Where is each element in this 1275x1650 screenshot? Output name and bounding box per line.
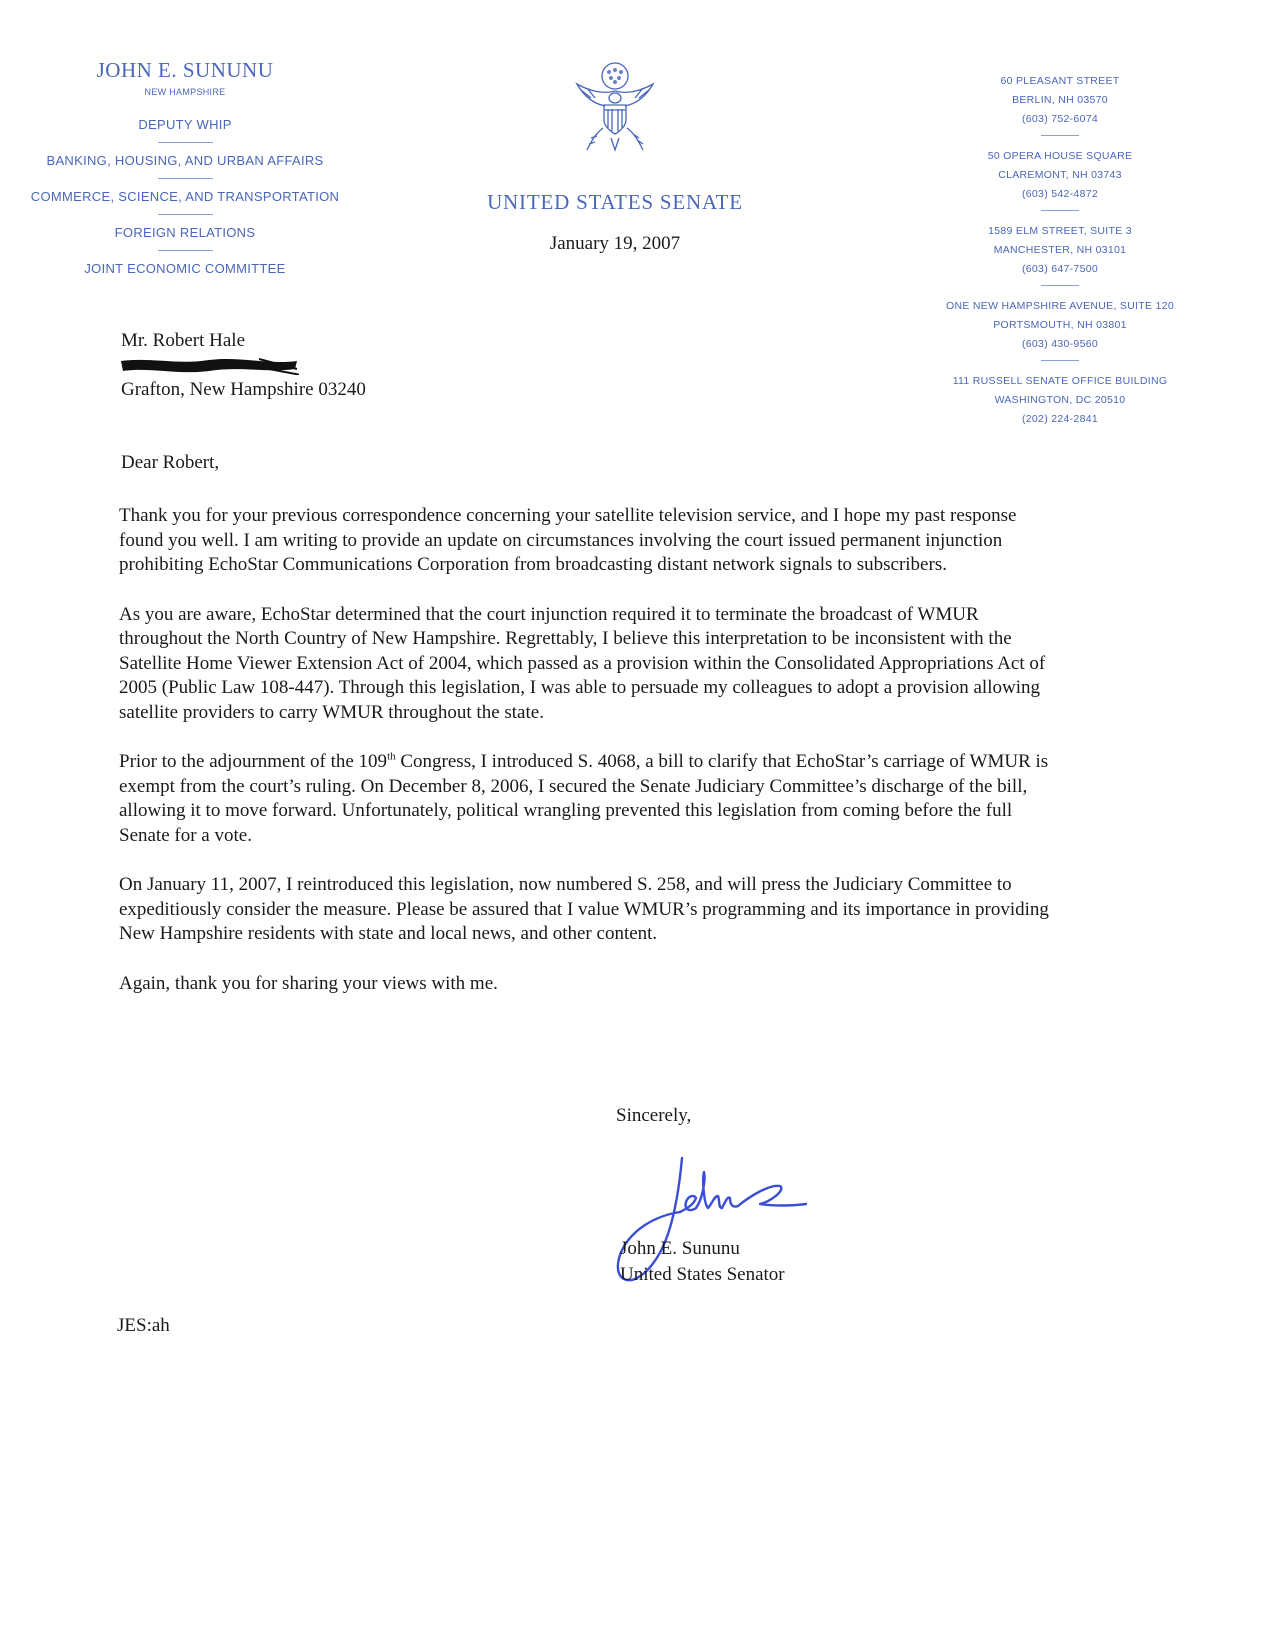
letter-date: January 19, 2007 (549, 233, 681, 254)
body-paragraph: Again, thank you for sharing your views with me. (119, 972, 498, 994)
office-city: WASHINGTON, DC 20510 (994, 394, 1126, 406)
office-street: 111 RUSSELL SENATE OFFICE BUILDING (952, 375, 1168, 387)
signer-name: John E. Sununu (620, 1238, 740, 1259)
signature-block (620, 1236, 785, 1288)
office-city: MANCHESTER, NH 03101 (993, 244, 1127, 256)
office-street: 60 PLEASANT STREET (1000, 75, 1120, 87)
office-addresses (925, 72, 1195, 429)
office-washington (925, 372, 1195, 429)
typist-initials: JES:ah (117, 1315, 170, 1336)
divider (1041, 360, 1079, 361)
committee-foreign-relations: FOREIGN RELATIONS (114, 225, 256, 240)
recipient-name: Mr. Robert Hale (121, 330, 246, 351)
divider (158, 214, 213, 215)
office-street: 50 OPERA HOUSE SQUARE (987, 150, 1133, 162)
body-paragraph: Thank you for your previous correspondence concerning your satellite television service, and I hope my past response found you well. I am writing to provide an update on circumstances involving the court issued permanent injunction prohibiting EchoStar Communications Corporation from broadcasting distant network signals to subscribers. (119, 505, 1017, 575)
senator-state: NEW HAMPSHIRE (144, 87, 226, 97)
committee-commerce: COMMERCE, SCIENCE, AND TRANSPORTATION (30, 189, 340, 204)
recipient-city-line: Grafton, New Hampshire 03240 (121, 379, 366, 400)
office-city: CLAREMONT, NH 03743 (998, 169, 1122, 181)
office-phone: (603) 430-9560 (1021, 338, 1098, 350)
divider (158, 250, 213, 251)
office-phone: (603) 647-7500 (1021, 263, 1098, 275)
office-street: ONE NEW HAMPSHIRE AVENUE, SUITE 120 (946, 300, 1174, 312)
committee-banking: BANKING, HOUSING, AND URBAN AFFAIRS (46, 153, 324, 168)
divider (1041, 135, 1079, 136)
body-paragraph (119, 750, 1059, 848)
office-berlin (925, 72, 1195, 129)
office-phone: (202) 224-2841 (1021, 413, 1098, 425)
recipient-address (121, 328, 366, 402)
senate-title: UNITED STATES SENATE (487, 190, 743, 214)
letterhead-left (20, 58, 350, 277)
letter-body (119, 504, 1059, 1021)
committee-joint-economic: JOINT ECONOMIC COMMITTEE (84, 261, 286, 276)
signer-title: United States Senator (620, 1264, 785, 1285)
redaction-mark (119, 355, 299, 375)
office-city: BERLIN, NH 03570 (1012, 94, 1108, 106)
senator-name: JOHN E. SUNUNU (96, 58, 274, 82)
closing: Sincerely, (616, 1105, 692, 1126)
office-portsmouth (925, 297, 1195, 354)
senate-seal-icon (567, 58, 663, 158)
office-phone: (603) 542-4872 (1021, 188, 1098, 200)
office-manchester (925, 222, 1195, 279)
paragraph-text: Prior to the adjournment of the 109 (119, 751, 388, 772)
office-street: 1589 ELM STREET, SUITE 3 (988, 225, 1132, 237)
divider (158, 142, 213, 143)
body-paragraph: As you are aware, EchoStar determined that the court injunction required it to terminate the broadcast of WMUR throughout the North Country of New Hampshire. Regrettably, I believe this interpretation to be inconsistent with the Satellite Home Viewer Extension Act of 2004, which passed as a provision within the Consolidated Appropriations Act of 2005 (Public Law 108-447). Through this legislation, I was able to persuade my colleagues to adopt a provision allowing satellite providers to carry WMUR throughout the state. (119, 603, 1046, 723)
office-phone: (603) 752-6074 (1021, 113, 1098, 125)
committee-deputy-whip: DEPUTY WHIP (138, 117, 232, 132)
office-claremont (925, 147, 1195, 204)
divider (1041, 285, 1079, 286)
letterhead-center (445, 58, 785, 255)
ordinal-suffix: th (387, 750, 396, 763)
divider (158, 178, 213, 179)
body-paragraph: On January 11, 2007, I reintroduced this legislation, now numbered S. 258, and will press the Judiciary Committee to expeditiously consider the measure. Please be assured that I value WMUR’s programming and its importance in providing New Hampshire residents with state and local news, and other content. (119, 874, 1049, 944)
paragraph-text: Congress, I introduced S. 4068, a bill to clarify that EchoStar’s carriage of WMUR is exempt from the court’s ruling. On December 8, 2006, I secured the Senate Judiciary Committee’s discharge of the bill, allowing it to move forward. Unfortunately, political wrangling prevented this legislation from coming before the full Senate for a vote. (119, 751, 1049, 846)
salutation: Dear Robert, (121, 452, 220, 473)
office-city: PORTSMOUTH, NH 03801 (993, 319, 1127, 331)
divider (1041, 210, 1079, 211)
